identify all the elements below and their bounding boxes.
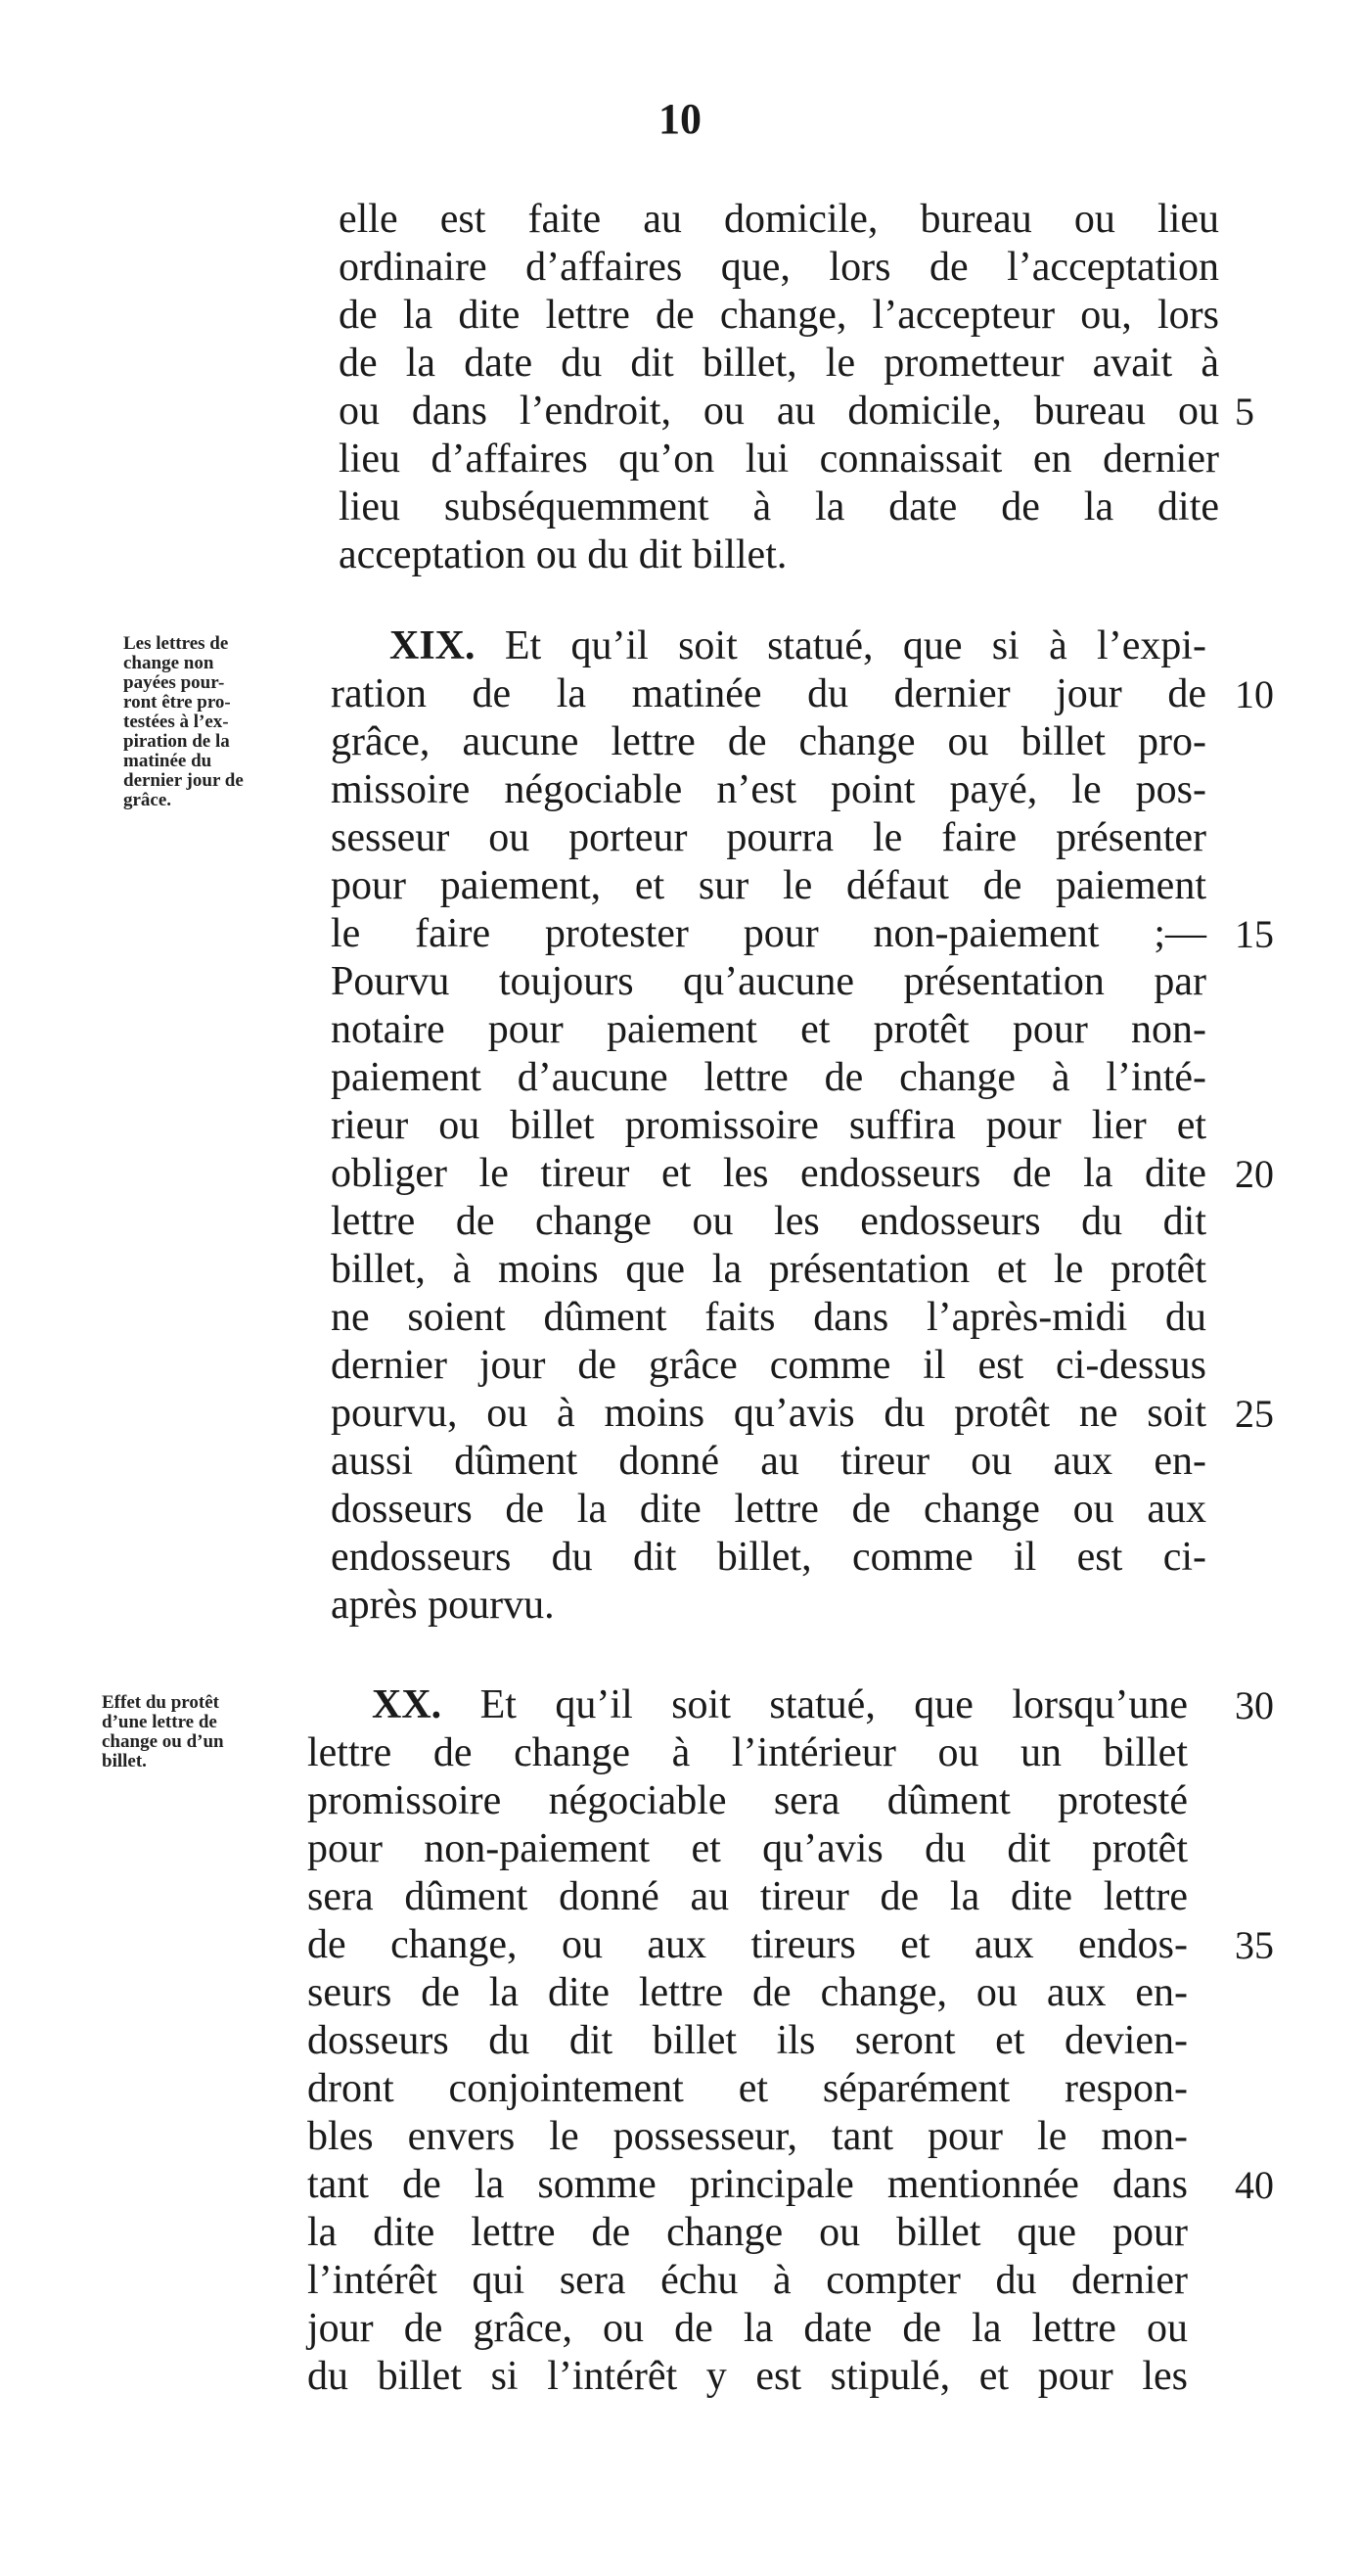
text-line: ordinaire d’affaires que, lors de l’acceptation <box>339 245 1219 290</box>
margin-note-section-xx <box>102 1693 224 1771</box>
text-line: Pourvu toujours qu’aucune présentation par <box>331 959 1206 1004</box>
page-number: 10 <box>658 95 702 143</box>
text-line: dosseurs de la dite lettre de change ou aux <box>331 1487 1206 1532</box>
text-line: le faire protester pour non-paiement ;— <box>331 911 1206 956</box>
text-line: de la date du dit billet, le prometteur avait à <box>339 341 1219 386</box>
text-line: Et qu’il soit statué, que lorsqu’une <box>479 1682 1188 1727</box>
text-line: Et qu’il soit statué, que si à l’expi- <box>504 623 1207 668</box>
margin-note-line: dernier jour de <box>123 770 244 791</box>
text-line: l’intérêt qui sera échu à compter du dernier <box>307 2258 1188 2303</box>
text-line: tant de la somme principale mentionnée dans <box>307 2162 1188 2207</box>
text-line: ou dans l’endroit, ou au domicile, bureau ou <box>339 389 1219 434</box>
margin-note-line: Effet du protêt <box>102 1692 219 1713</box>
text-line: missoire négociable n’est point payé, le pos- <box>331 767 1206 812</box>
margin-note-line: piration de la <box>123 731 230 752</box>
text-line: rieur ou billet promissoire suffira pour lier et <box>331 1103 1206 1148</box>
text-line: aussi dûment donné au tireur ou aux en- <box>331 1439 1206 1484</box>
text-line: bles envers le possesseur, tant pour le mon- <box>307 2114 1188 2159</box>
text-line: la dite lettre de change ou billet que pour <box>307 2210 1188 2255</box>
line-number: 20 <box>1235 1152 1274 1196</box>
line-number: 25 <box>1235 1392 1274 1436</box>
text-line: paiement d’aucune lettre de change à l’inté- <box>331 1055 1206 1100</box>
margin-note-line: payées pour- <box>123 672 225 693</box>
section-xx <box>307 1681 1188 2401</box>
text-line: dernier jour de grâce comme il est ci-dessus <box>331 1343 1206 1388</box>
margin-note-line: ront être pro- <box>123 692 231 713</box>
text-line: de la dite lettre de change, l’accepteur ou, lors <box>339 293 1219 338</box>
text-line: lettre de change à l’intérieur ou un billet <box>307 1730 1188 1775</box>
section-number: XX. <box>372 1682 442 1727</box>
text-line: lieu subséquemment à la date de la dite <box>339 484 1219 529</box>
text-line: du billet si l’intérêt y est stipulé, et pour les <box>307 2354 1188 2399</box>
margin-note-line: testées à l’ex- <box>123 712 229 732</box>
margin-note-line: billet. <box>102 1751 147 1771</box>
text-line: sera dûment donné au tireur de la dite lettre <box>307 1874 1188 1919</box>
text-line: pour paiement, et sur le défaut de paiement <box>331 863 1206 908</box>
text-line: billet, à moins que la présentation et le protêt <box>331 1247 1206 1292</box>
margin-note-line: Les lettres de <box>123 633 229 654</box>
section-first-line <box>307 1681 1188 1729</box>
text-line: obliger le tireur et les endosseurs de la dite <box>331 1151 1206 1196</box>
section-xix <box>331 622 1206 1630</box>
line-number: 30 <box>1235 1683 1274 1727</box>
line-number: 40 <box>1235 2163 1274 2207</box>
line-number: 10 <box>1235 672 1274 716</box>
line-number: 15 <box>1235 912 1274 956</box>
margin-note-line: grâce. <box>123 790 172 810</box>
text-line: ne soient dûment faits dans l’après-midi du <box>331 1295 1206 1340</box>
text-line: après pourvu. <box>331 1583 555 1628</box>
text-line: de change, ou aux tireurs et aux endos- <box>307 1922 1188 1967</box>
text-line: endosseurs du dit billet, comme il est ci- <box>331 1535 1206 1580</box>
text-line: acceptation ou du dit billet. <box>339 532 788 577</box>
text-line: elle est faite au domicile, bureau ou lieu <box>339 197 1219 242</box>
margin-note-line: matinée du <box>123 751 212 771</box>
margin-note-line: change ou d’un <box>102 1731 224 1752</box>
text-line: notaire pour paiement et protêt pour non- <box>331 1007 1206 1052</box>
text-line: pour non-paiement et qu’avis du dit protêt <box>307 1826 1188 1871</box>
continuation-paragraph <box>339 196 1219 579</box>
text-line: lettre de change ou les endosseurs du dit <box>331 1199 1206 1244</box>
text-line: dront conjointement et séparément respon- <box>307 2066 1188 2111</box>
margin-note-line: d’une lettre de <box>102 1712 217 1732</box>
text-line: jour de grâce, ou de la date de la lettre ou <box>307 2306 1188 2351</box>
text-line: dosseurs du dit billet ils seront et devien- <box>307 2018 1188 2063</box>
text-line: seurs de la dite lettre de change, ou aux en- <box>307 1970 1188 2015</box>
text-line: pourvu, ou à moins qu’avis du protêt ne soit <box>331 1391 1206 1436</box>
section-number: XIX. <box>389 623 476 668</box>
text-line: grâce, aucune lettre de change ou billet pro- <box>331 719 1206 764</box>
line-number: 35 <box>1235 1923 1274 1967</box>
margin-note-section-xix <box>123 634 244 810</box>
line-number: 5 <box>1235 390 1254 434</box>
text-line: ration de la matinée du dernier jour de <box>331 671 1206 716</box>
margin-note-line: change non <box>123 653 214 673</box>
text-line: promissoire négociable sera dûment protesté <box>307 1778 1188 1823</box>
text-line: lieu d’affaires qu’on lui connaissait en dernier <box>339 437 1219 482</box>
text-line: sesseur ou porteur pourra le faire présenter <box>331 815 1206 860</box>
section-first-line <box>331 622 1206 670</box>
